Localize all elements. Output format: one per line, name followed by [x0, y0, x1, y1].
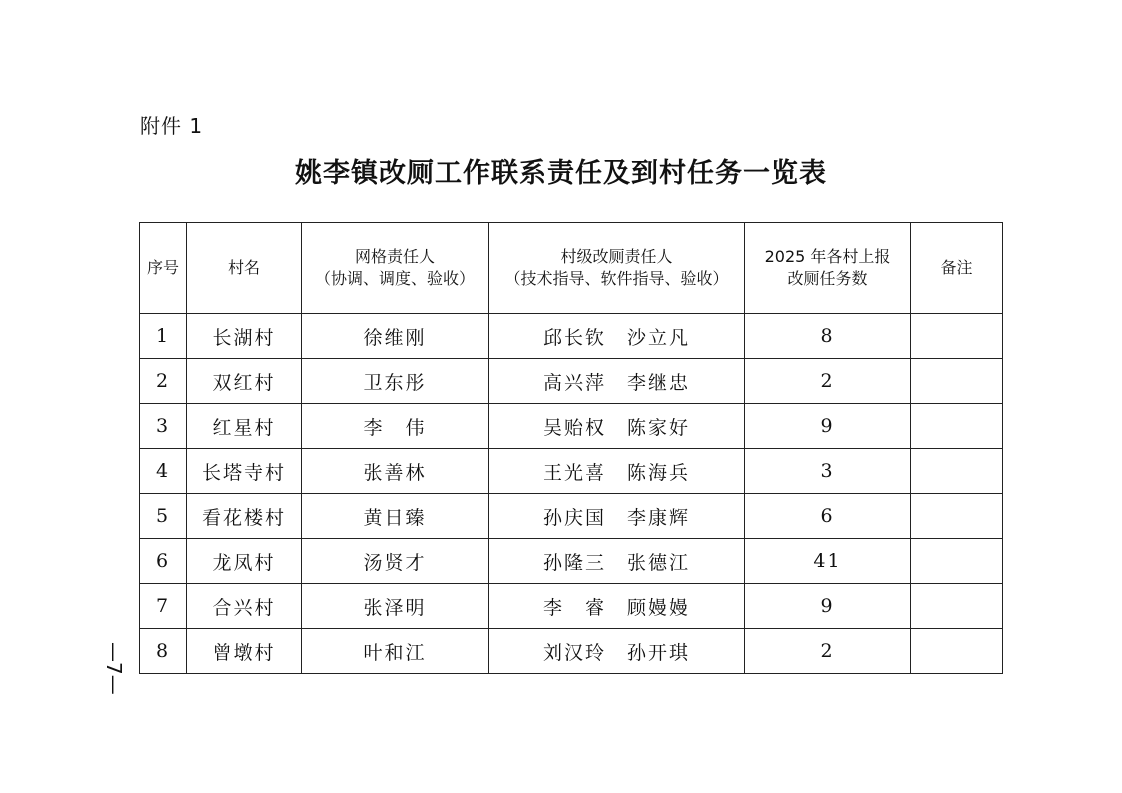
header-grid-responsible [302, 223, 489, 314]
attachment-label: 附件 1 [140, 114, 204, 138]
village-responsible-cell: 刘汉玲 孙开琪 [489, 629, 745, 674]
table-row [140, 404, 1003, 449]
village-responsible-cell: 邱长钦 沙立凡 [489, 314, 745, 359]
remark-cell [911, 629, 1003, 674]
table-row [140, 584, 1003, 629]
village-responsible-cell: 王光喜 陈海兵 [489, 449, 745, 494]
grid-responsible-cell: 徐维刚 [302, 314, 489, 359]
header-task-line2: 改厕任务数 [787, 269, 868, 288]
village-name-cell: 合兴村 [187, 584, 302, 629]
task-count-cell: 2 [745, 629, 911, 674]
grid-responsible-cell: 叶和江 [302, 629, 489, 674]
village-name-cell: 双红村 [187, 359, 302, 404]
grid-responsible-cell: 李 伟 [302, 404, 489, 449]
remark-cell [911, 404, 1003, 449]
task-count-cell: 8 [745, 314, 911, 359]
header-grid-line1: 网格责任人 [354, 247, 435, 266]
header-vil-line1: 村级改厕责任人 [560, 247, 673, 266]
village-responsible-cell: 吴贻权 陈家好 [489, 404, 745, 449]
village-name-cell: 红星村 [187, 404, 302, 449]
grid-responsible-cell: 黄日臻 [302, 494, 489, 539]
header-village: 村名 [187, 223, 302, 314]
grid-responsible-cell: 汤贤才 [302, 539, 489, 584]
row-no-cell: 4 [140, 449, 187, 494]
table-row [140, 314, 1003, 359]
row-no-cell: 1 [140, 314, 187, 359]
village-responsible-cell: 高兴萍 李继忠 [489, 359, 745, 404]
table-row [140, 539, 1003, 584]
grid-responsible-cell: 张泽明 [302, 584, 489, 629]
row-no-cell: 5 [140, 494, 187, 539]
task-count-cell: 6 [745, 494, 911, 539]
grid-responsible-cell: 卫东彤 [302, 359, 489, 404]
remark-cell [911, 584, 1003, 629]
row-no-cell: 6 [140, 539, 187, 584]
row-no-cell: 3 [140, 404, 187, 449]
header-remark: 备注 [911, 223, 1003, 314]
header-task-line1: 2025 年各村上报 [764, 247, 891, 266]
village-responsible-cell: 孙庆国 李康辉 [489, 494, 745, 539]
row-no-cell: 2 [140, 359, 187, 404]
header-task-count [745, 223, 911, 314]
village-name-cell: 长湖村 [187, 314, 302, 359]
task-count-cell: 9 [745, 584, 911, 629]
remark-cell [911, 494, 1003, 539]
table-row [140, 494, 1003, 539]
table-header-row [140, 223, 1003, 314]
header-village-responsible [489, 223, 745, 314]
village-name-cell: 长塔寺村 [187, 449, 302, 494]
header-grid-line2: （协调、调度、验收） [314, 269, 475, 288]
task-count-cell: 3 [745, 449, 911, 494]
remark-cell [911, 359, 1003, 404]
table-row [140, 629, 1003, 674]
village-responsible-cell: 李 睿 顾嫚嫚 [489, 584, 745, 629]
task-table [139, 222, 1003, 674]
row-no-cell: 7 [140, 584, 187, 629]
remark-cell [911, 314, 1003, 359]
table-row [140, 449, 1003, 494]
task-count-cell: 41 [745, 539, 911, 584]
header-no: 序号 [140, 223, 187, 314]
header-vil-line2: （技术指导、软件指导、验收） [504, 269, 729, 288]
village-name-cell: 龙凤村 [187, 539, 302, 584]
row-no-cell: 8 [140, 629, 187, 674]
task-count-cell: 2 [745, 359, 911, 404]
table-row [140, 359, 1003, 404]
page-number: —7— [102, 642, 126, 695]
remark-cell [911, 539, 1003, 584]
grid-responsible-cell: 张善林 [302, 449, 489, 494]
page-title: 姚李镇改厕工作联系责任及到村任务一览表 [295, 158, 827, 189]
village-name-cell: 看花楼村 [187, 494, 302, 539]
task-count-cell: 9 [745, 404, 911, 449]
village-name-cell: 曾墩村 [187, 629, 302, 674]
remark-cell [911, 449, 1003, 494]
village-responsible-cell: 孙隆三 张德江 [489, 539, 745, 584]
